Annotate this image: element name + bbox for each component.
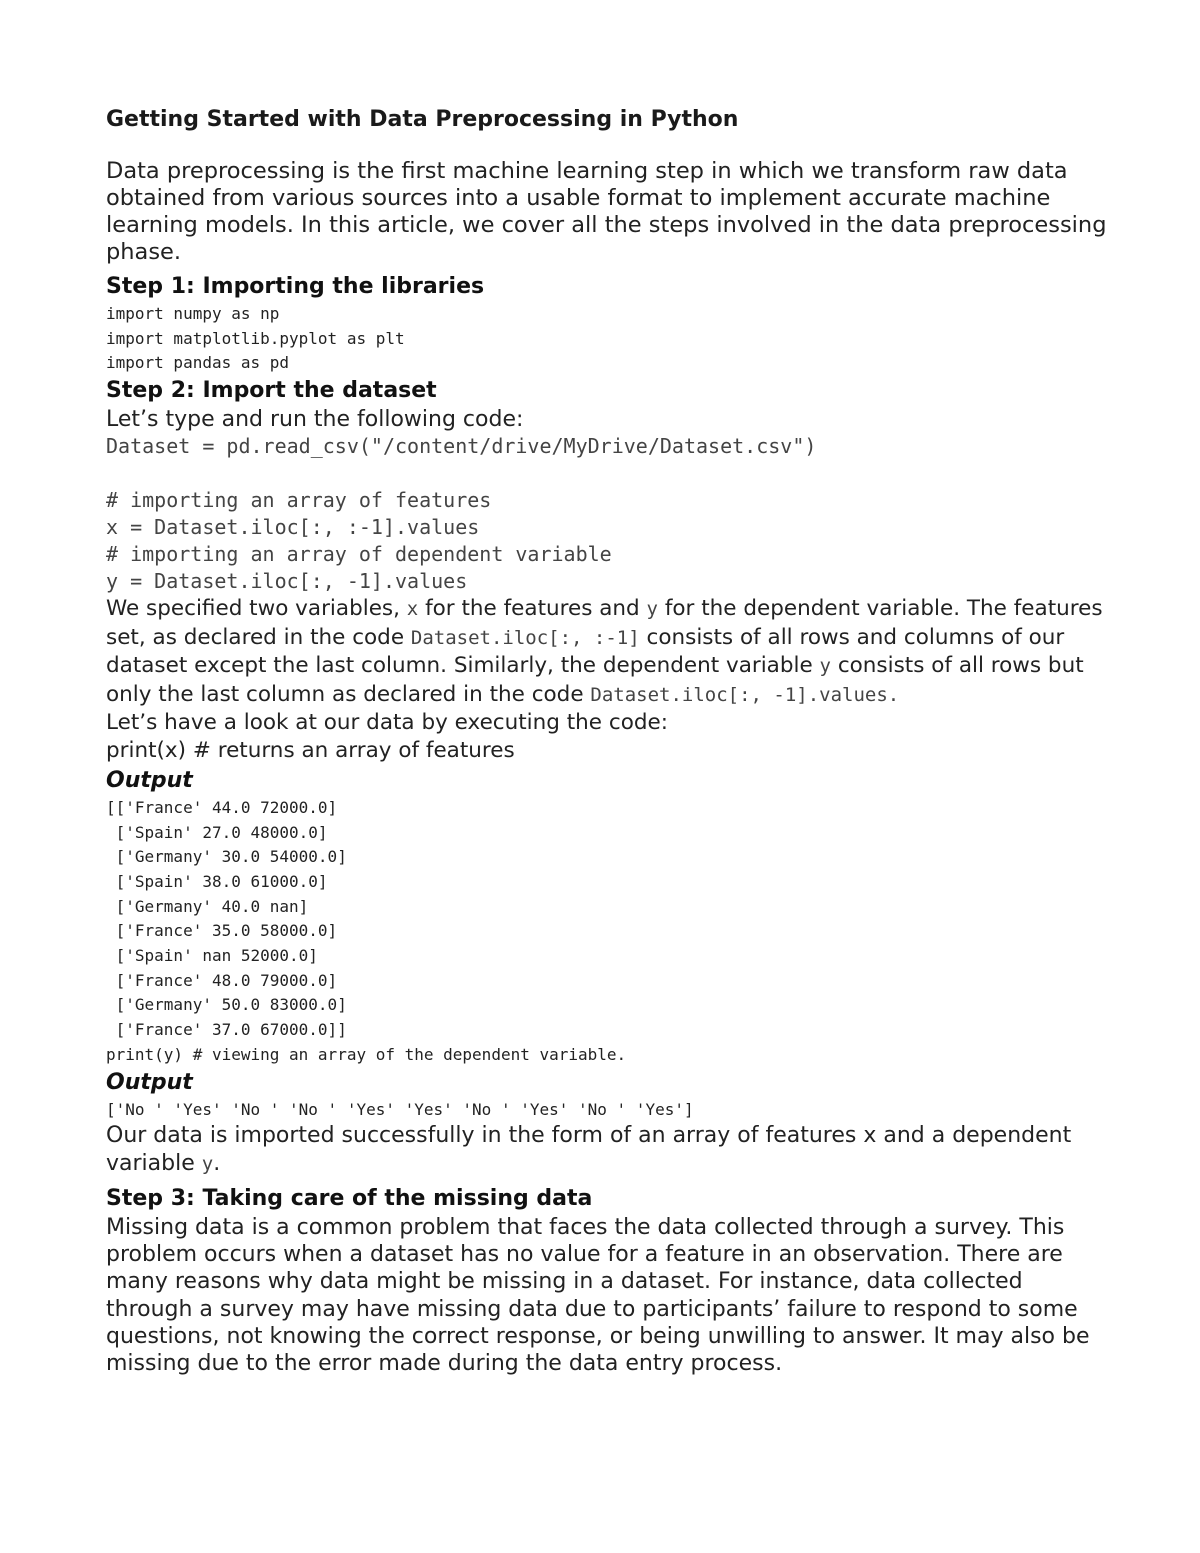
inline-code-features: Dataset.iloc[:, :-1] [410,626,640,649]
code-line: # importing an array of dependent variable [106,542,612,567]
variables-explanation: We specified two variables, x for the features and y for the dependent variable. The features set, as declared in the code Dataset.iloc[:, :-1] consists of all rows and columns of our dataset except the last column. Similarly, the dependent variable y consists of all rows but only the last column as declared in the code Dataset.iloc[:, -1].values. [106,596,1103,707]
print-y-line: print(y) # viewing an array of the dependent variable. [106,1044,627,1064]
code-line: x = Dataset.iloc[:, :-1].values [106,515,480,540]
code-line: y = Dataset.iloc[:, -1].values [106,569,468,594]
step1-code-block [106,302,1116,376]
inline-code-x: x [406,598,419,621]
code-line: # importing an array of features [106,488,492,513]
output-x-block [106,796,1116,1068]
inline-code-y: y [646,598,658,621]
output-line: [['France' 44.0 72000.0] [106,797,338,817]
output-line: ['France' 48.0 79000.0] [106,970,338,990]
output-line: ['Germany' 50.0 83000.0] [106,995,347,1015]
print-x-text: print(x) # returns an array of features [106,738,515,764]
output-line: ['Spain' nan 52000.0] [106,946,318,966]
read-csv-code: Dataset = pd.read_csv("/content/drive/MyDrive/Dataset.csv") [106,434,817,459]
inline-code-y: y [201,1152,214,1175]
output-label: Output [106,767,193,793]
output-y-line: ['No ' 'Yes' 'No ' 'No ' 'Yes' 'Yes' 'No ' 'Yes' 'No ' 'Yes'] [106,1099,694,1119]
document-page [106,104,1116,1378]
output-line: ['Germany' 40.0 nan] [106,896,309,916]
import-summary: Our data is imported successfully in the form of an array of features x and a dependent variable y. [106,1123,1072,1176]
features-code-block [106,487,1116,595]
inline-code-y: y [819,655,831,678]
step3-heading: Step 3: Taking care of the missing data [106,1185,593,1211]
page-title: Getting Started with Data Preprocessing in Python [106,107,739,132]
code-line: import numpy as np [106,304,280,323]
look-text: Let’s have a look at our data by executing the code: [106,710,668,736]
step2-heading: Step 2: Import the dataset [106,378,437,404]
step2-lead: Let’s type and run the following code: [106,407,524,433]
code-line: import matplotlib.pyplot as plt [106,328,405,348]
output-line: ['France' 37.0 67000.0]] [106,1020,347,1040]
output-label: Output [106,1069,193,1095]
output-line: ['Spain' 27.0 48000.0] [106,822,328,842]
intro-paragraph: Data preprocessing is the first machine learning step in which we transform raw data obtained from various sources into a usable format to implement accurate machine learning models. In this article, we cover all the steps involved in the data preprocessing phase. [106,158,1107,265]
output-line: ['Germany' 30.0 54000.0] [106,847,347,867]
step1-heading: Step 1: Importing the libraries [106,274,485,299]
code-line: import pandas as pd [106,353,290,373]
output-line: ['Spain' 38.0 61000.0] [106,871,328,891]
output-line: ['France' 35.0 58000.0] [106,921,338,941]
missing-data-paragraph: Missing data is a common problem that faces the data collected through a survey. This problem occurs when a dataset has no value for a feature in an observation. There are many reasons why data might be missing in a dataset. For instance, data collected through a survey may have missing data due to participants’ failure to respond to some questions, not knowing the correct response, or being unwilling to answer. It may also be missing due to the error made during the data entry process. [106,1214,1090,1377]
blank-line [106,460,1116,487]
inline-code-dependent: Dataset.iloc[:, -1].values. [590,683,900,706]
